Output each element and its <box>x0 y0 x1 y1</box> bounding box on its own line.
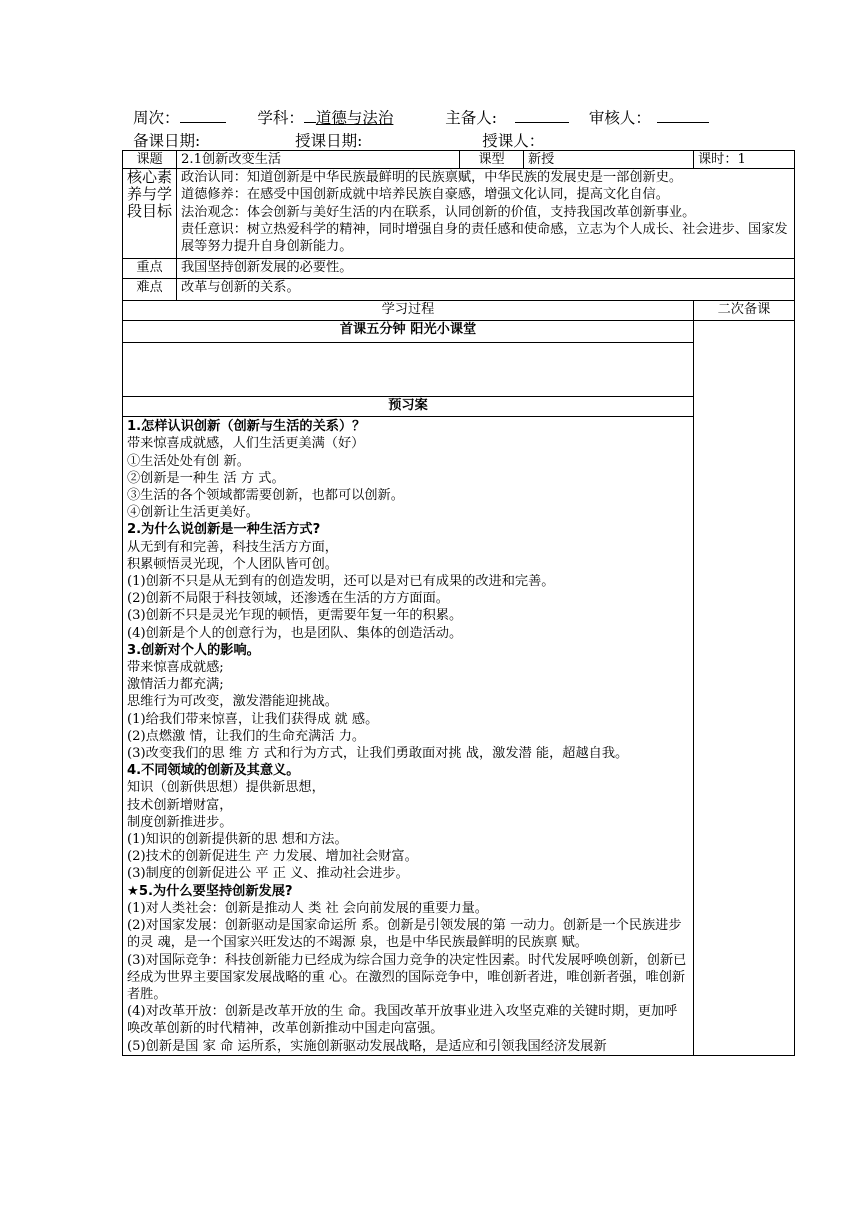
q2-line: 积累顿悟灵光现，个人团队皆可创。 <box>127 556 338 572</box>
header-line-2 <box>133 129 544 151</box>
q1-line: ②创新是一种生 活 方 式。 <box>127 470 285 486</box>
q4-line: 知识（创新供思想）提供新思想， <box>127 780 325 796</box>
process-header: 学习过程 <box>123 301 694 321</box>
core-label: 核心素养与学段目标 <box>123 169 177 259</box>
q2-line: (2)创新不局限于科技领域，还渗透在生活的方方面面。 <box>127 591 449 607</box>
teacher-label: 授课人： <box>482 132 545 150</box>
core-line: 政治认同：知道创新是中华民族最鲜明的民族禀赋，中华民族的发展史是一部创新史。 <box>181 170 683 186</box>
q1-line: ④创新让生活更美好。 <box>127 505 259 521</box>
section-title-warmup: 首课五分钟 阳光小课堂 <box>123 321 694 343</box>
week-label: 周次： <box>133 109 180 127</box>
key-label: 重点 <box>123 259 177 279</box>
core-content <box>177 169 795 259</box>
q1-line: 带来惊喜成就感，人们生活更美满（好） <box>127 436 365 452</box>
q2-line: (3)创新不只是灵光乍现的顿悟，更需要年复一年的积累。 <box>127 608 463 624</box>
teach-date-label: 授课日期: <box>295 132 363 150</box>
q1-line: ①生活处处有创 新。 <box>127 453 250 469</box>
reviewer-blank <box>657 107 709 123</box>
q3-line: (2)点燃激 情，让我们的生命充满活 力。 <box>127 728 366 744</box>
subject-value: 道德与法治 <box>315 109 394 127</box>
subject-label: 学科： <box>257 109 304 127</box>
core-line: 法治观念：体会创新与美好生活的内在联系，认同创新的价值，支持我国改革创新事业。 <box>181 204 696 220</box>
second-prep-header: 二次备课 <box>694 301 795 321</box>
difficulty-value: 改革与创新的关系。 <box>177 279 795 301</box>
q4-line: 技术创新增财富， <box>127 797 233 813</box>
header-line-1 <box>133 106 709 128</box>
question-5-title: ★5.为什么要坚持创新发展? <box>127 883 293 899</box>
week-blank <box>180 107 226 123</box>
q5-line: (1)对人类社会：创新是推动人 类 社 会向前发展的重要力量。 <box>127 900 488 916</box>
q2-line: (1)创新不只是从无到有的创造发明，还可以是对已有成果的改进和完善。 <box>127 574 555 590</box>
q3-line: 思维行为可改变，激发潜能迎挑战。 <box>127 694 338 710</box>
q4-line: (2)技术的创新促进生 产 力发展、增加社会财富。 <box>127 849 418 865</box>
question-2-title: 2.为什么说创新是一种生活方式? <box>127 522 321 538</box>
q3-line: 激情活力都充满; <box>127 677 224 693</box>
difficulty-label: 难点 <box>123 279 177 301</box>
preview-content <box>123 417 694 1056</box>
question-1-title: 1.怎样认识创新（创新与生活的关系）？ <box>127 419 366 435</box>
q5-line: (4)对改革开放：创新是改革开放的生 命。我国改革开放事业进入攻坚克难的关键时期，更加呼唤改革创新的时代精神，改革创新推动中国走向富强。 <box>127 1004 678 1037</box>
q3-line: (1)给我们带来惊喜，让我们获得成 就 感。 <box>127 711 379 727</box>
lead-blank <box>515 107 569 123</box>
core-line: 责任意识：树立热爱科学的精神，同时增强自身的责任感和使命感，立志为个人成长、社会进步、国家发展等努力提升自身创新能力。 <box>181 221 788 255</box>
q5-line: (3)对国际竞争：科技创新能力已经成为综合国力竞争的决定性因素。时代发展呼唤创新，创新已经成为世界主要国家发展战略的重 心。在激烈的国际竞争中，唯创新者进，唯创新者强，唯创新者胜。 <box>127 952 687 1002</box>
q4-line: 制度创新推进步。 <box>127 814 233 830</box>
question-3-title: 3.创新对个人的影响。 <box>127 642 260 658</box>
topic-label: 课题 <box>123 151 177 169</box>
topic-value: 2.1创新改变生活 <box>177 151 460 169</box>
lead-label: 主备人: <box>445 109 498 127</box>
type-value: 新授 <box>524 151 694 169</box>
section-title-preview: 预习案 <box>123 397 694 417</box>
q4-line: (3)制度的创新促进公 平 正 义、推动社会进步。 <box>127 866 409 882</box>
q1-line: ③生活的各个领域都需要创新，也都可以创新。 <box>127 488 404 504</box>
q3-line: 带来惊喜成就感; <box>127 660 224 676</box>
reviewer-label: 审核人： <box>588 109 651 127</box>
key-value: 我国坚持创新发展的必要性。 <box>177 259 795 279</box>
core-line: 道德修养：在感受中国创新成就中培养民族自豪感，增强文化认同，提高文化自信。 <box>181 187 669 203</box>
type-label: 课型 <box>460 151 524 169</box>
question-4-title: 4.不同领域的创新及其意义。 <box>127 763 300 779</box>
q5-line: (5)创新是国 家 命 运所系，实施创新驱动发展战略，是适应和引领我国经济发展新 <box>127 1038 607 1054</box>
lesson-plan-table <box>122 150 795 1056</box>
period-label: 课时：1 <box>694 151 795 169</box>
prep-date-label: 备课日期: <box>133 132 201 150</box>
second-prep-cell <box>694 321 795 1056</box>
warmup-blank-area <box>123 343 694 397</box>
q3-line: (3)改变我们的思 维 方 式和行为方式，让我们勇敢面对挑 战，激发潜 能，超越自我。 <box>127 746 629 762</box>
q5-line: (2)对国家发展：创新驱动是国家命运所 系。创新是引领发展的第 一动力。创新是一个民族进步的灵 魂，是一个国家兴旺发达的不竭源 泉，也是中华民族最鲜明的民族禀 赋。 <box>127 918 682 951</box>
q2-line: (4)创新是个人的创意行为，也是团队、集体的创造活动。 <box>127 625 463 641</box>
q4-line: (1)知识的创新提供新的思 想和方法。 <box>127 832 348 848</box>
q2-line: 从无到有和完善，科技生活方方面， <box>127 539 338 555</box>
